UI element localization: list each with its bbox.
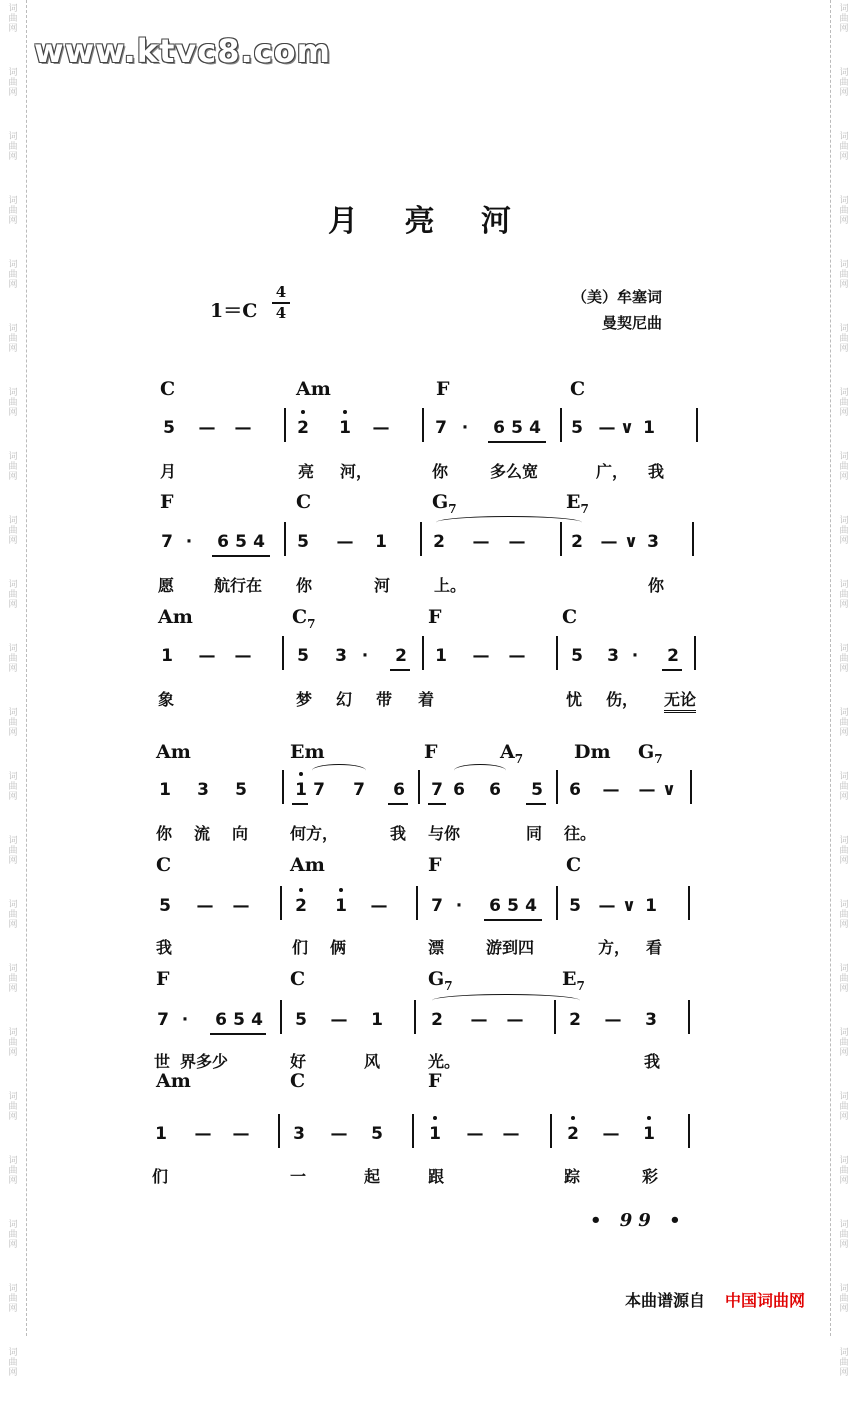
lyric-text: 向: [232, 824, 249, 843]
side-watermark-left: 词 曲 网 词 曲 网 词 曲 网 词 曲 网 词 曲 网 词 曲 网 词 曲 网 词 曲 网 词 曲 网 词 曲 网 词 曲 网 词 曲 网 词 曲 网 词 曲 网 词 曲 网 词 曲 网 词 曲 网 词 曲 网 词 曲 网 词 曲 网 词 曲 网 词 曲 网: [8, 4, 18, 1378]
note-glyph: 7: [431, 896, 443, 916]
chord-symbol: $E_7$: [566, 491, 589, 516]
note-glyph: 7: [313, 780, 325, 800]
lyric-text: 我: [644, 1052, 661, 1071]
lyric-text: 愿: [158, 576, 175, 595]
note-glyph: —: [336, 532, 354, 552]
time-bottom: 4: [275, 304, 287, 322]
note-glyph: 2: [433, 532, 445, 552]
chord-symbol: Am: [290, 854, 325, 876]
beam-underline: [210, 1033, 266, 1035]
lyric-text: 们: [292, 938, 309, 957]
lyric-text: 亮: [298, 462, 315, 481]
barline: [284, 522, 286, 556]
beam-underline: [526, 803, 546, 805]
lyric-text: 界多少: [180, 1052, 229, 1071]
note-glyph: ·: [185, 532, 193, 552]
notation-row: [0, 646, 857, 686]
note-glyph: 1: [292, 780, 310, 800]
note-glyph: 1: [435, 646, 447, 666]
note-glyph: 5: [235, 532, 247, 552]
lyric-text: 我: [390, 824, 407, 843]
lyric-text: 你: [156, 824, 173, 843]
chord-symbol: F: [436, 378, 450, 400]
note-glyph: —: [234, 646, 252, 666]
note-glyph: ·: [181, 1010, 189, 1030]
lyric-text: 看: [646, 938, 663, 957]
note-glyph: 3: [647, 532, 659, 552]
chord-symbol: C: [562, 606, 578, 628]
barline: [280, 886, 282, 920]
lyric-text: 好: [290, 1052, 307, 1071]
lyric-text: 起: [364, 1167, 381, 1186]
beam-underline: [662, 669, 682, 671]
note-glyph: 5: [371, 1124, 383, 1144]
chord-symbol: F: [424, 741, 438, 763]
lyric-text: 带: [376, 690, 393, 709]
note-glyph: ·: [455, 896, 463, 916]
note-glyph: —: [470, 1010, 488, 1030]
note-glyph: —: [194, 1124, 212, 1144]
note-glyph: —: [602, 1124, 620, 1144]
note-glyph: —: [198, 418, 216, 438]
note-glyph: —: [638, 780, 656, 800]
beam-underline: [292, 803, 308, 805]
barline: [282, 770, 284, 804]
barline: [550, 1114, 552, 1148]
lyricist-credit: （美）牟塞词: [571, 288, 662, 306]
note-glyph: 6: [493, 418, 505, 438]
note-glyph: 4: [251, 1010, 263, 1030]
barline: [412, 1114, 414, 1148]
note-glyph: 7: [431, 780, 443, 800]
note-glyph: 1: [159, 780, 171, 800]
lyric-text: 航行在: [214, 576, 263, 595]
notation-row: [0, 780, 857, 820]
note-glyph: 6: [489, 780, 501, 800]
note-glyph: —: [370, 896, 388, 916]
chord-symbol: C: [566, 854, 582, 876]
note-glyph: 6: [393, 780, 405, 800]
note-glyph: ·: [461, 418, 469, 438]
barline: [420, 522, 422, 556]
chord-symbol: $C_7$: [292, 606, 316, 631]
note-glyph: —: [466, 1124, 484, 1144]
note-glyph: 5: [507, 896, 519, 916]
lyric-text: 我: [648, 462, 665, 481]
time-signature: [270, 284, 292, 322]
note-glyph: 6: [453, 780, 465, 800]
note-glyph: 5: [159, 896, 171, 916]
tie-slur: [312, 764, 366, 777]
lyric-text: 我: [156, 938, 173, 957]
chord-symbol: $A_7$: [500, 741, 524, 766]
note-glyph: 1: [426, 1124, 444, 1144]
barline: [422, 408, 424, 442]
source-site: 中国词曲网: [725, 1291, 806, 1310]
barline: [688, 1114, 690, 1148]
chord-symbol: F: [156, 968, 170, 990]
barline: [694, 636, 696, 670]
lyric-text: 你: [296, 576, 313, 595]
lyric-text: 河: [374, 576, 391, 595]
barline: [418, 770, 420, 804]
lyric-text: 们: [152, 1167, 169, 1186]
note-glyph: 3: [335, 646, 347, 666]
lyric-text: 河，: [340, 462, 373, 481]
note-glyph: 2: [292, 896, 310, 916]
note-glyph: —: [502, 1124, 520, 1144]
lyric-text: 着: [418, 690, 435, 709]
lyric-text: 多么宽: [490, 462, 539, 481]
lyric-text: 上。: [434, 576, 467, 595]
note-glyph: 7: [161, 532, 173, 552]
note-glyph: 1: [161, 646, 173, 666]
barline: [692, 522, 694, 556]
note-glyph: ∨: [620, 418, 634, 438]
lyric-text: 你: [432, 462, 449, 481]
chord-symbol: Em: [290, 741, 325, 763]
note-glyph: 5: [297, 646, 309, 666]
note-glyph: —: [472, 532, 490, 552]
chord-symbol: Am: [156, 1070, 191, 1092]
notation-row: [0, 1010, 857, 1050]
note-glyph: 2: [564, 1124, 582, 1144]
composer-credit: 曼契尼曲: [601, 314, 662, 332]
lyric-text: 象: [158, 690, 175, 709]
chord-symbol: $G_7$: [428, 968, 453, 993]
note-glyph: 2: [571, 532, 583, 552]
chord-symbol: C: [296, 491, 312, 513]
note-glyph: —: [508, 646, 526, 666]
note-glyph: 6: [569, 780, 581, 800]
chord-symbol: $G_7$: [638, 741, 663, 766]
barline: [696, 408, 698, 442]
time-top: 4: [275, 283, 287, 301]
note-glyph: 2: [431, 1010, 443, 1030]
lyric-text: 方，: [598, 938, 631, 957]
lyric-text: 世: [154, 1052, 171, 1071]
note-glyph: —: [598, 418, 616, 438]
song-title: 月 亮 河: [328, 204, 529, 239]
note-glyph: 7: [435, 418, 447, 438]
note-glyph: —: [198, 646, 216, 666]
note-glyph: ∨: [624, 532, 638, 552]
chord-symbol: $E_7$: [562, 968, 585, 993]
note-glyph: ∨: [622, 896, 636, 916]
lyric-text: 流: [194, 824, 211, 843]
beam-underline: [428, 803, 446, 805]
lyric-text: 梦: [296, 690, 313, 709]
chord-symbol: Am: [158, 606, 193, 628]
beam-underline: [388, 803, 408, 805]
barline: [690, 770, 692, 804]
note-glyph: —: [472, 646, 490, 666]
chord-symbol: C: [570, 378, 586, 400]
note-glyph: 5: [233, 1010, 245, 1030]
source-label: 本曲谱源自: [625, 1291, 706, 1310]
note-glyph: 2: [294, 418, 312, 438]
note-glyph: —: [600, 532, 618, 552]
note-glyph: —: [232, 896, 250, 916]
note-glyph: ·: [361, 646, 369, 666]
lyric-text: 游到四: [486, 938, 535, 957]
barline: [556, 636, 558, 670]
side-watermark-right: 词 曲 网 词 曲 网 词 曲 网 词 曲 网 词 曲 网 词 曲 网 词 曲 网 词 曲 网 词 曲 网 词 曲 网 词 曲 网 词 曲 网 词 曲 网 词 曲 网 词 曲 网 词 曲 网 词 曲 网 词 曲 网 词 曲 网 词 曲 网 词 曲 网 词 曲 网: [839, 4, 849, 1378]
barline: [282, 636, 284, 670]
note-glyph: 5: [571, 418, 583, 438]
chord-symbol: C: [290, 1070, 306, 1092]
notation-row: [0, 418, 857, 458]
lyric-text: 风: [364, 1052, 381, 1071]
lyric-text: 你: [648, 576, 665, 595]
note-glyph: 3: [645, 1010, 657, 1030]
note-glyph: —: [602, 780, 620, 800]
note-glyph: ∨: [662, 780, 676, 800]
lyric-text: 彩: [642, 1167, 659, 1186]
beam-underline: [212, 555, 270, 557]
note-glyph: 3: [607, 646, 619, 666]
beam-underline: [488, 441, 546, 443]
lyric-text: 往。: [564, 824, 597, 843]
lyric-text: 无论: [664, 687, 696, 713]
chord-symbol: C: [156, 854, 172, 876]
note-glyph: 4: [253, 532, 265, 552]
chord-symbol: C: [160, 378, 176, 400]
barline: [556, 886, 558, 920]
site-watermark: www.ktvc8.com: [34, 32, 331, 70]
tie-slur: [454, 764, 506, 777]
key-signature: 1＝C: [210, 300, 258, 322]
note-glyph: 3: [293, 1124, 305, 1144]
note-glyph: 5: [163, 418, 175, 438]
note-glyph: 1: [643, 418, 655, 438]
chord-symbol: $G_7$: [432, 491, 457, 516]
barline: [414, 1000, 416, 1034]
note-glyph: —: [330, 1010, 348, 1030]
note-glyph: 1: [155, 1124, 167, 1144]
note-glyph: —: [232, 1124, 250, 1144]
note-glyph: 5: [295, 1010, 307, 1030]
note-glyph: 5: [511, 418, 523, 438]
note-glyph: 2: [395, 646, 407, 666]
chord-symbol: F: [160, 491, 174, 513]
lyric-text: 跟: [428, 1167, 445, 1186]
note-glyph: 4: [525, 896, 537, 916]
note-glyph: —: [604, 1010, 622, 1030]
barline: [422, 636, 424, 670]
lyric-text: 踪: [564, 1167, 581, 1186]
chord-symbol: C: [290, 968, 306, 990]
lyric-text: 与你: [428, 824, 461, 843]
note-glyph: —: [598, 896, 616, 916]
chord-symbol: F: [428, 854, 442, 876]
lyric-text: 伤，: [606, 690, 639, 709]
note-glyph: 6: [217, 532, 229, 552]
note-glyph: 1: [332, 896, 350, 916]
notation-row: [0, 532, 857, 572]
note-glyph: —: [506, 1010, 524, 1030]
note-glyph: 1: [371, 1010, 383, 1030]
lyric-text: 幻: [336, 690, 353, 709]
chord-symbol: Am: [156, 741, 191, 763]
note-glyph: 2: [667, 646, 679, 666]
tie-slur: [432, 994, 580, 1007]
lyric-text: 同: [526, 824, 543, 843]
lyric-text: 漂: [428, 938, 445, 957]
note-glyph: 5: [531, 780, 543, 800]
lyric-text: 月: [160, 462, 177, 481]
lyric-text: 光。: [428, 1052, 461, 1071]
barline: [416, 886, 418, 920]
barline: [556, 770, 558, 804]
chord-symbol: F: [428, 606, 442, 628]
note-glyph: —: [234, 418, 252, 438]
barline: [688, 1000, 690, 1034]
note-glyph: 7: [157, 1010, 169, 1030]
lyric-text: 广，: [596, 462, 629, 481]
note-glyph: 3: [197, 780, 209, 800]
note-glyph: 1: [336, 418, 354, 438]
barline: [688, 886, 690, 920]
note-glyph: 1: [375, 532, 387, 552]
barline: [278, 1114, 280, 1148]
note-glyph: —: [330, 1124, 348, 1144]
note-glyph: 5: [569, 896, 581, 916]
lyric-text: 一: [290, 1167, 307, 1186]
note-glyph: ·: [631, 646, 639, 666]
note-glyph: 2: [569, 1010, 581, 1030]
note-glyph: 1: [645, 896, 657, 916]
note-glyph: 5: [571, 646, 583, 666]
note-glyph: 4: [529, 418, 541, 438]
barline: [560, 408, 562, 442]
tie-slur: [436, 516, 582, 529]
lyric-text: 俩: [330, 938, 347, 957]
note-glyph: 1: [640, 1124, 658, 1144]
barline: [284, 408, 286, 442]
beam-underline: [390, 669, 410, 671]
notation-row: [0, 896, 857, 936]
note-glyph: 7: [353, 780, 365, 800]
chord-symbol: Am: [296, 378, 331, 400]
note-glyph: 5: [235, 780, 247, 800]
source-footer: [625, 1288, 805, 1311]
note-glyph: 6: [215, 1010, 227, 1030]
chord-symbol: F: [428, 1070, 442, 1092]
note-glyph: —: [372, 418, 390, 438]
notation-row: [0, 1124, 857, 1164]
note-glyph: 6: [489, 896, 501, 916]
note-glyph: —: [196, 896, 214, 916]
lyric-text: 忧: [566, 690, 583, 709]
lyric-text: 何方，: [290, 824, 339, 843]
beam-underline: [484, 919, 542, 921]
note-glyph: —: [508, 532, 526, 552]
page-number: • 99 •: [590, 1210, 687, 1231]
note-glyph: 5: [297, 532, 309, 552]
chord-symbol: Dm: [574, 741, 611, 763]
barline: [280, 1000, 282, 1034]
